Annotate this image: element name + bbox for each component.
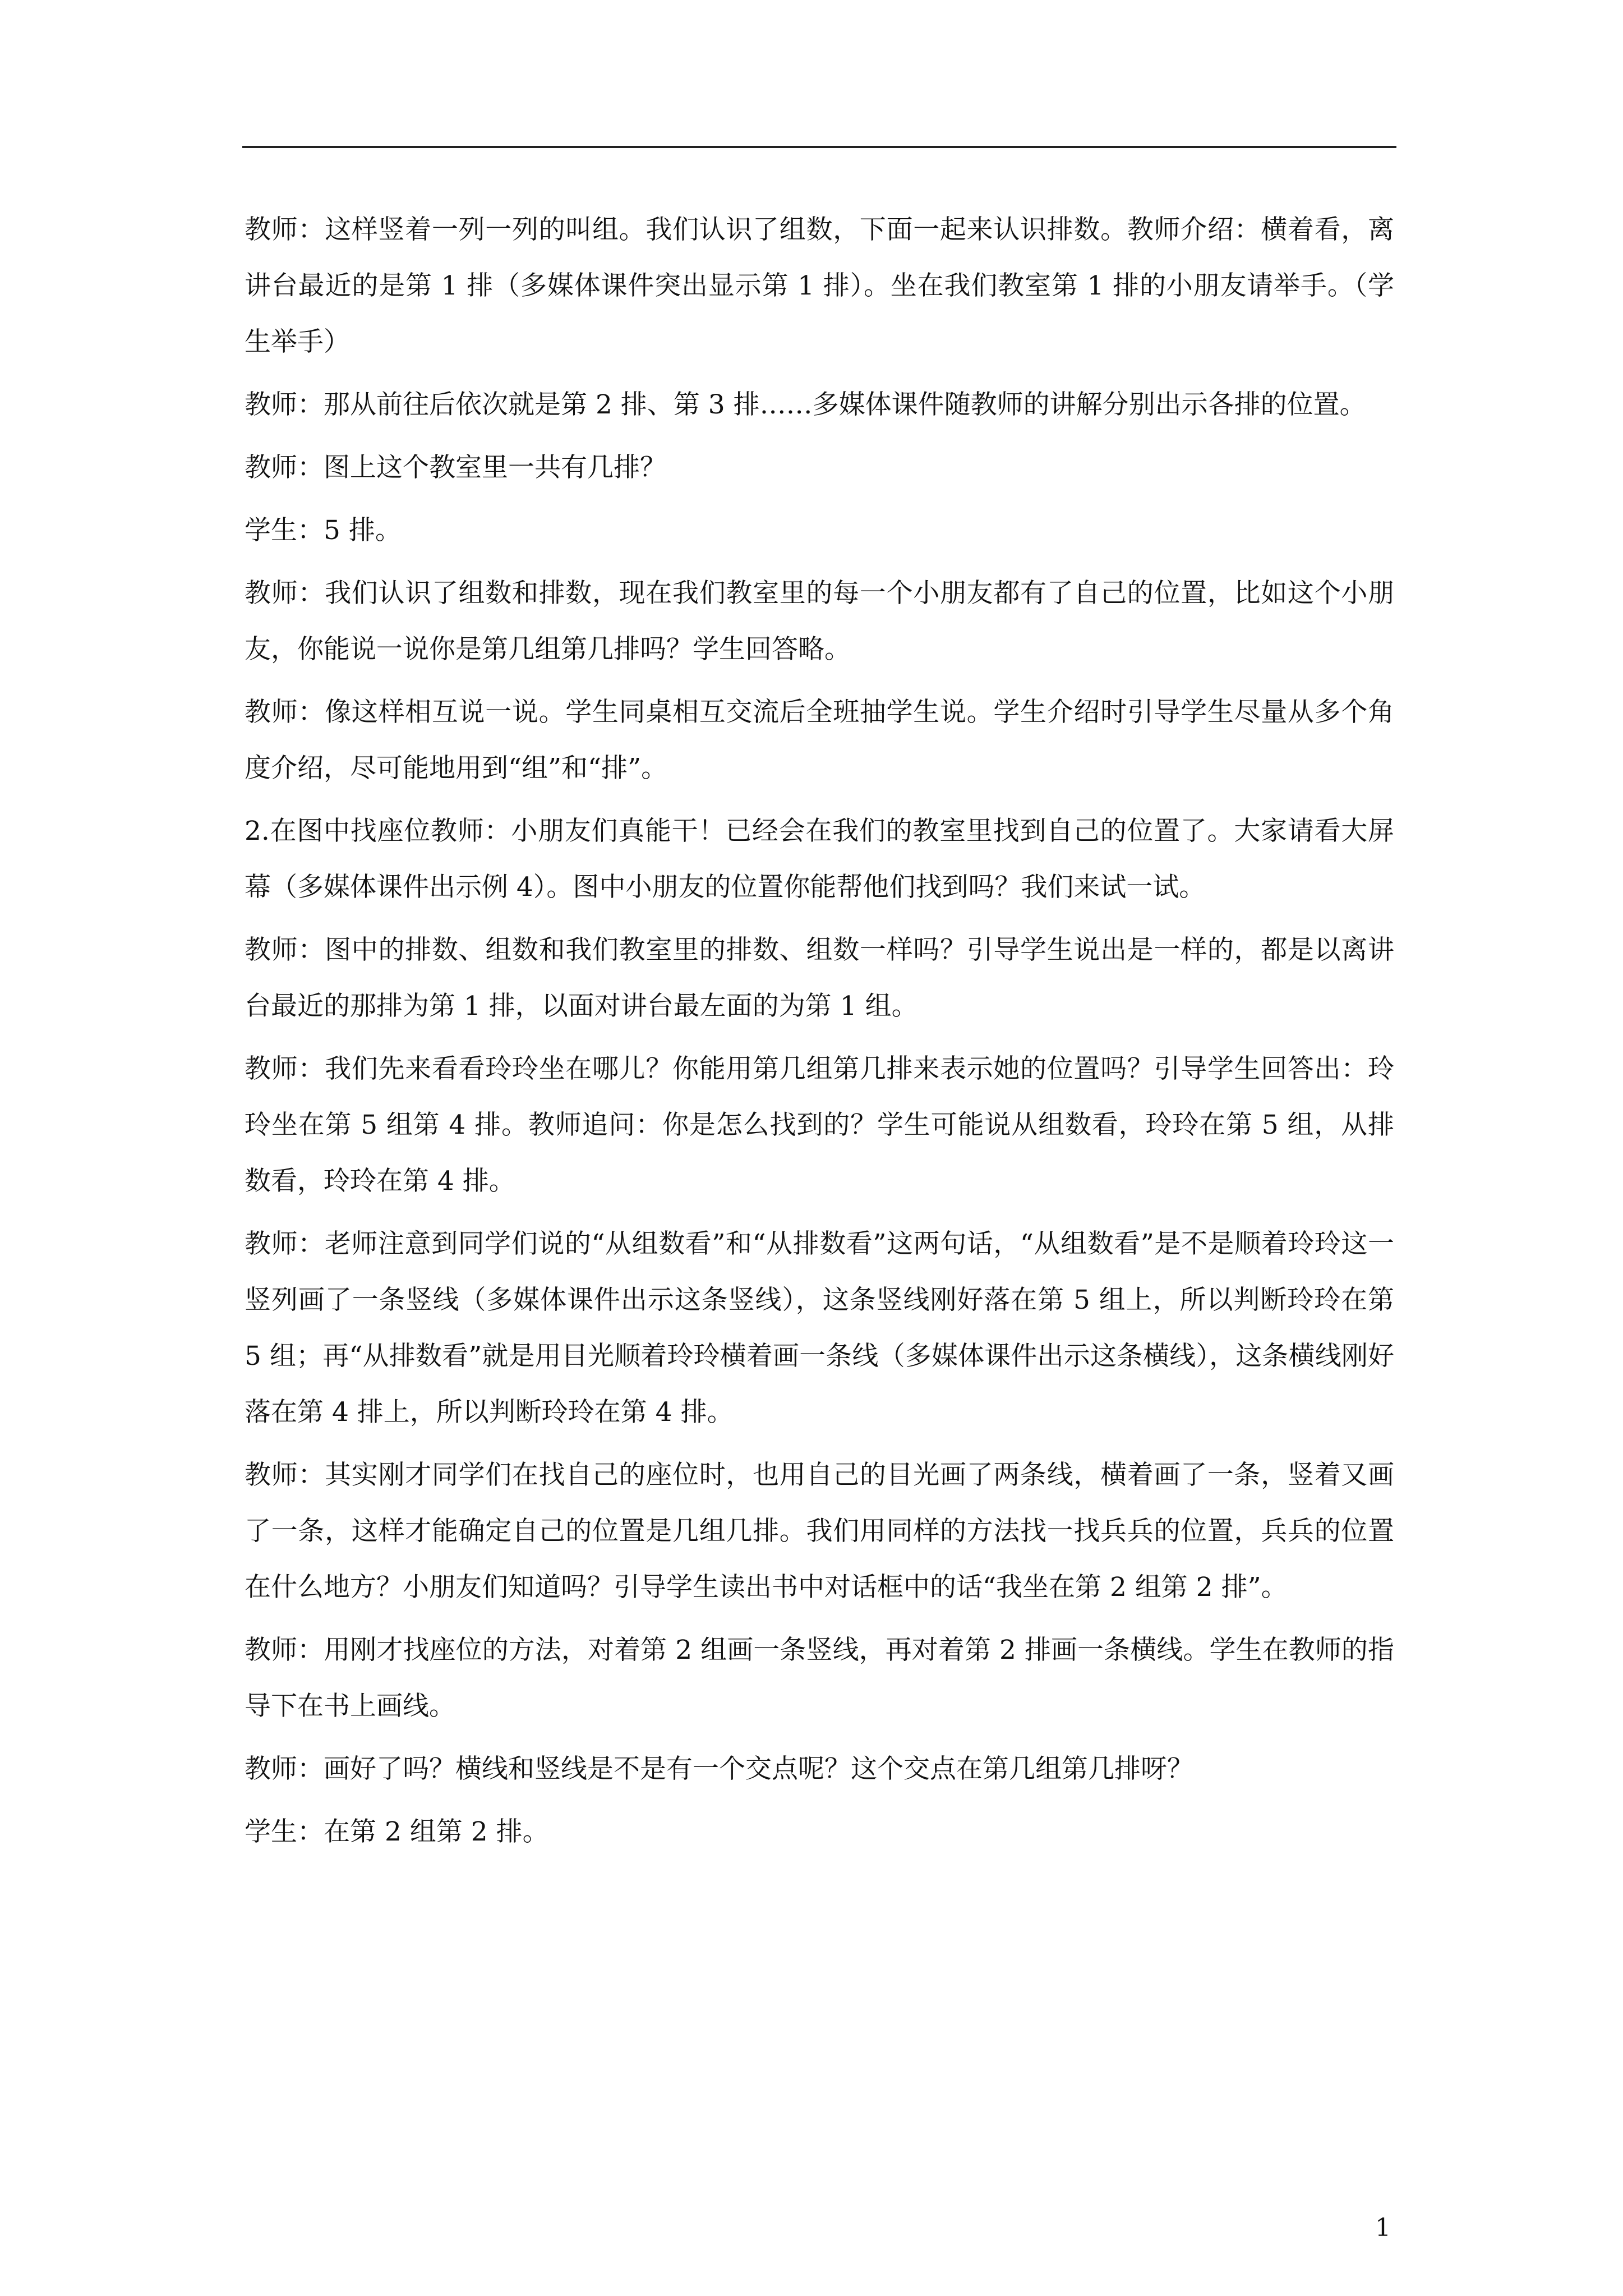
- paragraph: 教师：画好了吗？横线和竖线是不是有一个交点呢？这个交点在第几组第几排呀？: [245, 1754, 1193, 1784]
- paragraph: 教师：像这样相互说一说。学生同桌相互交流后全班抽学生说。学生介绍时引导学生尽量从多个角度介绍，尽可能地用到“组”和“排”。: [245, 697, 1394, 784]
- paragraph: 教师：其实刚才同学们在找自己的座位时，也用自己的目光画了两条线，横着画了一条，竖着又画了一条，这样才能确定自己的位置是几组几排。我们用同样的方法找一找兵兵的位置，兵兵的位置在什么地方？小朋友们知道吗？引导学生读出书中对话框中的话“我坐在第 2 组第 2 排”。: [245, 1460, 1394, 1603]
- paragraph: 教师：我们认识了组数和排数，现在我们教室里的每一个小朋友都有了自己的位置，比如这个小朋友，你能说一说你是第几组第几排吗？学生回答略。: [245, 578, 1394, 665]
- paragraph: 教师：这样竖着一列一列的叫组。我们认识了组数，下面一起来认识排数。教师介绍：横着看，离讲台最近的是第 1 排（多媒体课件突出显示第 1 排）。坐在我们教室第 1 排的小朋友请举手。（学生举手）: [245, 214, 1394, 357]
- page-number: 1: [1375, 2214, 1391, 2242]
- paragraph: 教师：老师注意到同学们说的“从组数看”和“从排数看”这两句话，“从组数看”是不是顺着玲玲这一竖列画了一条竖线（多媒体课件出示这条竖线），这条竖线刚好落在第 5 组上，所以判断玲玲在第 5 组；再“从排数看”就是用目光顺着玲玲横着画一条线（多媒体课件出示这条横线），这条横线刚好落在第 4 排上，所以判断玲玲在第 4 排。: [245, 1228, 1394, 1428]
- paragraph: 学生：5 排。: [245, 515, 402, 546]
- header-rule: [242, 146, 1396, 148]
- paragraph: 教师：用刚才找座位的方法，对着第 2 组画一条竖线，再对着第 2 排画一条横线。学生在教师的指导下在书上画线。: [245, 1635, 1394, 1722]
- document-body: [245, 202, 1394, 1867]
- paragraph: 学生：在第 2 组第 2 排。: [245, 1816, 549, 1847]
- paragraph: 教师：我们先来看看玲玲坐在哪儿？你能用第几组第几排来表示她的位置吗？引导学生回答出：玲玲坐在第 5 组第 4 排。教师追问：你是怎么找到的？学生可能说从组数看，玲玲在第 5 组，从排数看，玲玲在第 4 排。: [245, 1053, 1394, 1197]
- paragraph: 教师：图中的排数、组数和我们教室里的排数、组数一样吗？引导学生说出是一样的，都是以离讲台最近的那排为第 1 排，以面对讲台最左面的为第 1 组。: [245, 935, 1394, 1022]
- paragraph: 2.在图中找座位教师：小朋友们真能干！已经会在我们的教室里找到自己的位置了。大家请看大屏幕（多媒体课件出示例 4）。图中小朋友的位置你能帮他们找到吗？我们来试一试。: [245, 816, 1394, 903]
- paragraph: 教师：图上这个教室里一共有几排？: [245, 452, 666, 483]
- paragraph: 教师：那从前往后依次就是第 2 排、第 3 排……多媒体课件随教师的讲解分别出示各排的位置。: [245, 389, 1366, 420]
